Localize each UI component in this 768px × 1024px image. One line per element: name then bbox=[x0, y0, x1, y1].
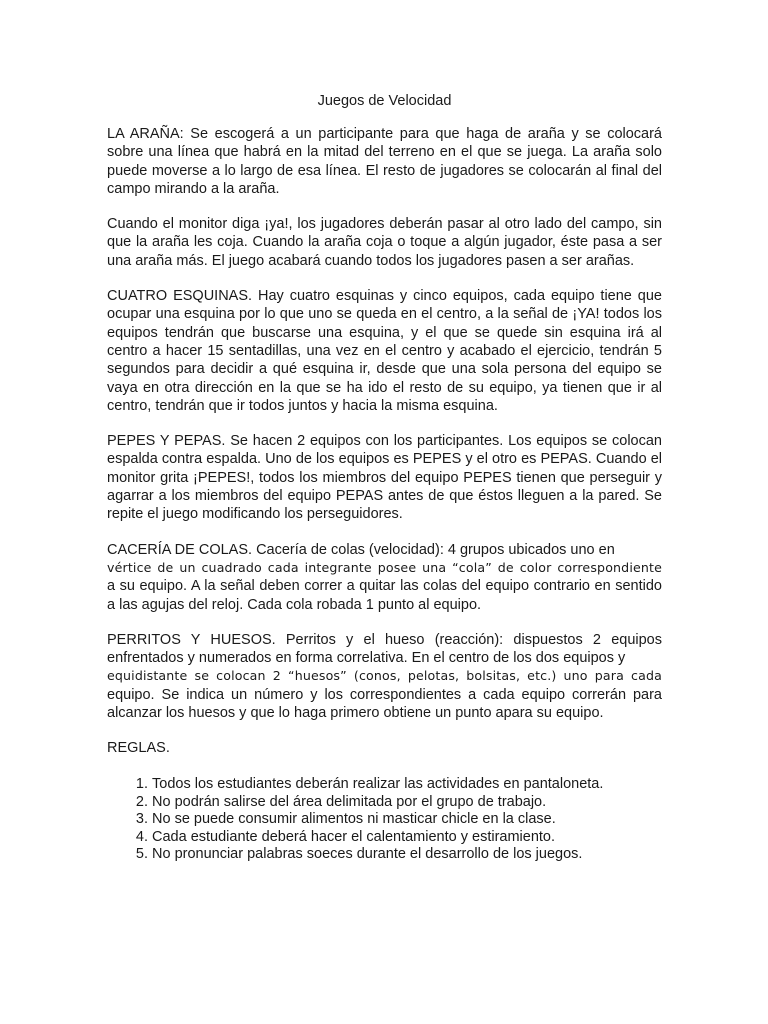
rule-item: 3. No se puede consumir alimentos ni masticar chicle en la clase. bbox=[152, 811, 662, 829]
paragraph-text: Se hacen 2 equipos con los participantes. Los equipos se colocan espalda contra espalda. Uno de los equipos es PEPES y el otro es PEPAS. Cuando el monitor grita ¡PEPES!, todos los miembros del equipo PEPES tienen que perseguir y agarrar a los miembros del equipo PEPAS antes de que éstos lleguen a la pared. Se repite el juego modificando los perseguidores. bbox=[107, 433, 662, 523]
paragraph-line-narrow: vértice de un cuadrado cada integrante posee una “cola” de color correspondiente bbox=[107, 559, 662, 575]
rules-heading: REGLAS. bbox=[107, 740, 170, 757]
rule-item: 5. No pronunciar palabras soeces durante el desarrollo de los juegos. bbox=[152, 846, 662, 864]
paragraph-text: equipo. Se indica un número y los correspondientes a cada equipo correrán para alcanzar los huesos y que lo haga primero obtiene un punto apara su equipo. bbox=[107, 686, 662, 722]
paragraph-cuatro-esquinas bbox=[107, 287, 662, 415]
paragraph-lead: PEPES Y PEPAS. bbox=[107, 433, 226, 450]
paragraph-la-arana bbox=[107, 125, 662, 198]
rule-item: 1. Todos los estudiantes deberán realizar las actividades en pantaloneta. bbox=[152, 776, 662, 794]
document-page bbox=[107, 92, 662, 864]
document-title: Juegos de Velocidad bbox=[317, 93, 452, 109]
paragraph-text: Cuando el monitor diga ¡ya!, los jugadores deberán pasar al otro lado del campo, sin que la araña les coja. Cuando la araña coja o toque a algún jugador, éste pasa a ser una araña más. El juego acabará cuando todos los jugadores pasen a ser arañas. bbox=[107, 216, 662, 269]
paragraph-text: Hay cuatro esquinas y cinco equipos, cada equipo tiene que ocupar una esquina por lo que uno se queda en el centro, a la señal de ¡YA! todos los equipos tendrán que buscarse una esquina, y el que se quede sin esquina irá al centro a hacer 15 sentadillas, una vez en el centro y acabado el ejercicio, tendrán 5 segundos para decidir a qué esquina ir, desde que una sola persona del equipo se vaya en otra dirección en la que se ha ido el resto de su equipo, ya tienen que ir al centro, tendrán que ir todos juntos y hacia la misma esquina. bbox=[107, 288, 662, 414]
paragraph-caceria-de-colas bbox=[107, 541, 662, 614]
paragraph-line-narrow: equidistante se colocan 2 “huesos” (conos, pelotas, bolsitas, etc.) uno para cada bbox=[107, 668, 662, 684]
paragraph-pepes-y-pepas bbox=[107, 432, 662, 523]
paragraph-perritos-y-huesos bbox=[107, 631, 662, 722]
paragraph-text: a su equipo. A la señal deben correr a quitar las colas del equipo contrario en sentido a las agujas del reloj. Cada cola robada 1 punto al equipo. bbox=[107, 578, 662, 613]
paragraph-la-arana-continued bbox=[107, 215, 662, 270]
paragraph-line: CACERÍA DE COLAS. Cacería de colas (velocidad): 4 grupos ubicados uno en bbox=[107, 541, 615, 558]
paragraph-lead: CUATRO ESQUINAS. bbox=[107, 288, 253, 305]
rule-item: 2. No podrán salirse del área delimitada por el grupo de trabajo. bbox=[152, 794, 662, 812]
paragraph-line: PERRITOS Y HUESOS. Perritos y el hueso (reacción): dispuestos 2 equipos enfrentados y numerados en forma correlativa. En el centro de los dos equipos y bbox=[107, 631, 662, 667]
paragraph-lead: LA ARAÑA: bbox=[107, 126, 184, 142]
rule-item: 4. Cada estudiante deberá hacer el calentamiento y estiramiento. bbox=[152, 829, 662, 847]
rules-list bbox=[107, 776, 662, 864]
paragraph-text: Se escogerá a un participante para que haga de araña y se colocará sobre una línea que habrá en la mitad del terreno en el que se juega. La araña solo puede moverse a lo largo de esa línea. El resto de jugadores se colocarán al final del campo mirando a la araña. bbox=[107, 126, 662, 197]
